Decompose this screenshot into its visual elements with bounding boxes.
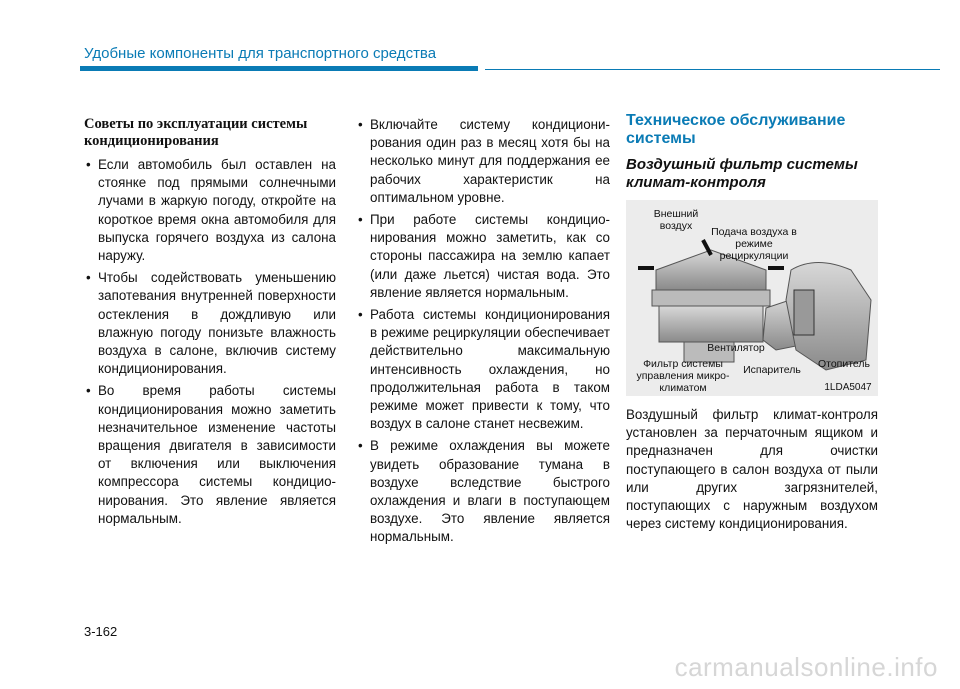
header-rule — [485, 69, 940, 70]
watermark: carmanualsonline.info — [674, 652, 938, 682]
hvac-diagram — [626, 200, 878, 396]
label-fan: Вентилятор — [707, 342, 765, 354]
right-column — [626, 112, 878, 533]
list-item: • При работе системы кондицио-нирования можно заметить, как со стороны пассажира на землю капает (или даже льется) чистая вода. Это явление является нормальным. — [356, 211, 610, 302]
figure-code: 1LDA5047 — [824, 382, 872, 393]
left-column — [84, 116, 336, 532]
label-filter: Фильтр системы управления микро-климатом — [636, 358, 730, 394]
label-evaporator: Испаритель — [743, 364, 801, 376]
list-item: • Если автомобиль был оставлен на стоянке под прямыми солнечными лучами в жаркую погоду, откройте на короткое время окна автомобиля для выпуска горячего воздуха из салона наружу. — [84, 156, 336, 265]
maintenance-title: Техническое обслуживание системы — [626, 112, 846, 147]
list-item: • Работа системы кондиционирования в режиме рециркуляции обеспечивает действительно максимальную интенсивность охлаждения, но продолжительная работа в таком режиме может привести к тому, что воздух в салоне станет несвежим. — [356, 306, 610, 433]
list-item: • Чтобы содействовать уменьшению запотевания внутренней поверхности остекления в дождливую или влажную погоду понизьте влажность воздуха в салоне, включив систему кондиционирования. — [84, 269, 336, 378]
header-bar — [80, 66, 478, 71]
list-item: • Включайте систему кондициони-рования один раз в месяц хотя бы на несколько минут для поддержания ее рабочих характеристик на оптимальном уровне. — [356, 116, 610, 207]
tips-title: Советы по эксплуатации системы кондиционирования — [84, 116, 308, 149]
label-outside-air: Внешний воздух — [653, 208, 699, 232]
filter-description: Воздушный фильтр климат-контроля установлен за перчаточным ящиком и предназначен для очистки поступающего в салон воздуха от пыли или других загрязнителей, поступающих с наружным воздухом через систему кондиционирования. — [626, 407, 878, 532]
list-item: • Во время работы системы кондиционирования можно заметить незначительное изменение частоты вращения двигателя в зависимости от включения или выключения компрессора системы кондицио-нирования. Это явление является нормальным. — [84, 382, 336, 528]
list-item: • В режиме охлаждения вы можете увидеть образование тумана в воздухе вследствие быстрого охлаждения и влаги в поступающем воздухе. Это явление является нормальным. — [356, 437, 610, 546]
label-recirculation: Подача воздуха в режиме рециркуляции — [711, 226, 797, 262]
page-number: 3-162 — [84, 624, 118, 639]
filter-subtitle: Воздушный фильтр системы климат-контроля — [626, 156, 858, 191]
section-header: Удобные компоненты для транспортного средства — [84, 45, 437, 62]
middle-column — [356, 116, 610, 551]
label-heater: Отопитель — [817, 358, 871, 370]
